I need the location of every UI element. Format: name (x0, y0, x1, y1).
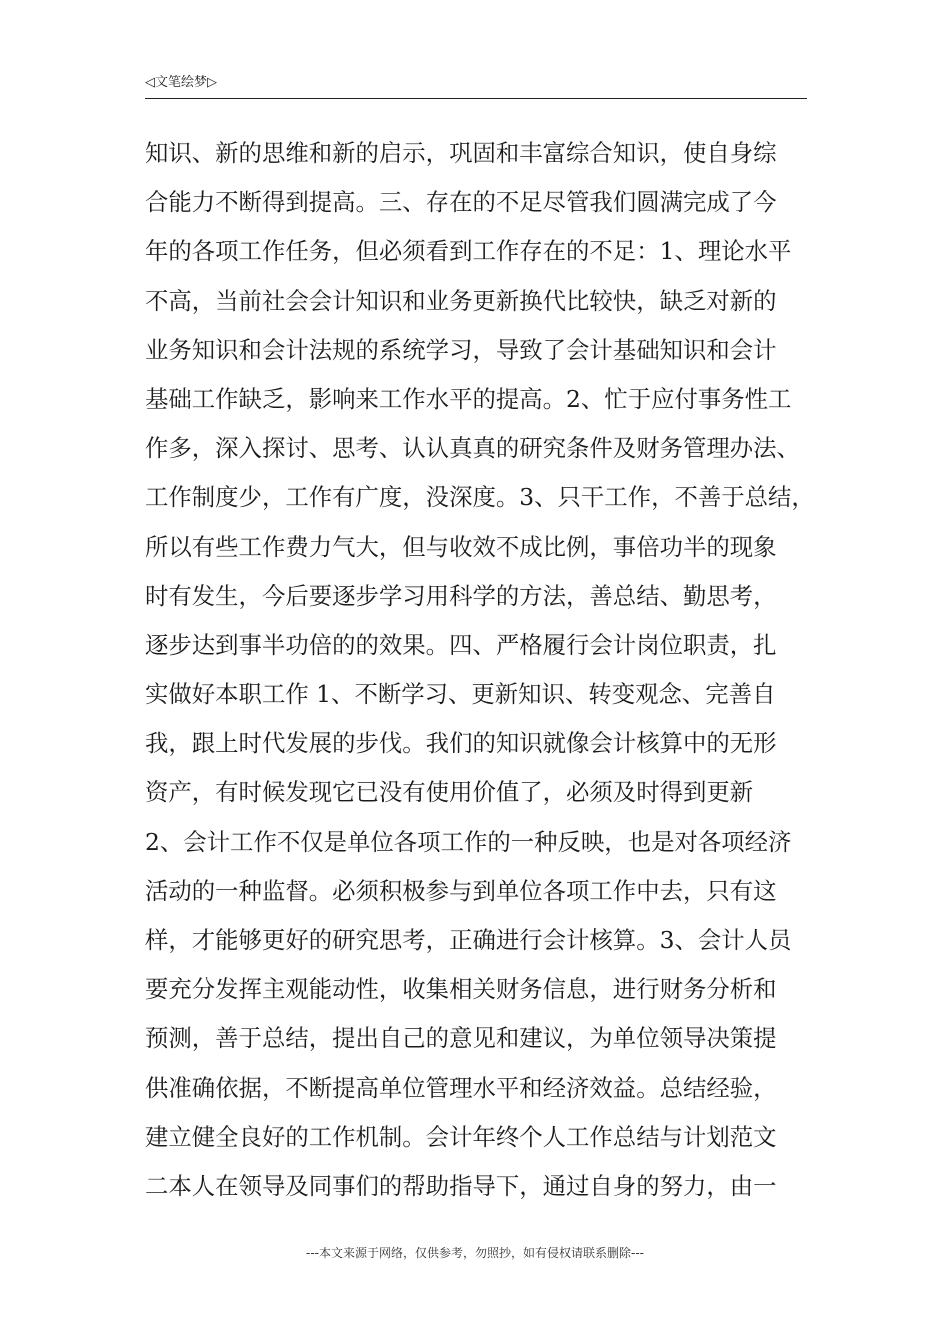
text-line: 知识、新的思维和新的启示，巩固和丰富综合知识，使自身综 (145, 139, 777, 167)
text-line: 2、会计工作不仅是单位各项工作的一种反映，也是对各项经济 (145, 827, 792, 856)
text-line: 业务知识和会计法规的系统学习，导致了会计基础知识和会计 (145, 335, 777, 364)
text-line: 时有发生，今后要逐步学习用科学的方法，善总结、勤思考， (145, 581, 777, 610)
text-line: 我，跟上时代发展的步伐。我们的知识就像会计核算中的无形 (145, 729, 777, 758)
text-line: 所以有些工作费力气大，但与收效不成比例，事倍功半的现象 (145, 532, 777, 561)
text-line: 样，才能够更好的研究思考，正确进行会计核算。3、会计人员 (145, 926, 792, 954)
text-line: 二本人在领导及同事们的帮助指导下，通过自身的努力，由一 (145, 1171, 777, 1200)
text-line: 基础工作缺乏，影响来工作水平的提高。2、忙于应付事务性工 (145, 384, 792, 413)
header-label: ◁文笔绘梦▷ (145, 75, 217, 90)
text-line: 作多，深入探讨、思考、认认真真的研究条件及财务管理办法、 (145, 434, 800, 463)
page-header (145, 72, 807, 99)
footer-notice: ---本文来源于网络，仅供参考，勿照抄，如有侵权请联系删除--- (306, 1246, 644, 1260)
text-line: 实做好本职工作 1、不断学习、更新知识、转变观念、完善自 (145, 680, 776, 709)
text-line: 年的各项工作任务，但必须看到工作存在的不足：1、理论水平 (145, 237, 792, 266)
text-line: 资产，有时候发现它已没有使用价值了，必须及时得到更新 (145, 778, 754, 807)
text-line: 逐步达到事半功倍的的效果。四、严格履行会计岗位职责，扎 (145, 630, 777, 659)
text-line: 不高，当前社会会计知识和业务更新换代比较快，缺乏对新的 (145, 286, 777, 315)
text-line: 要充分发挥主观能动性，收集相关财务信息，进行财务分析和 (145, 975, 777, 1004)
text-line: 合能力不断得到提高。三、存在的不足尽管我们圆满完成了今 (145, 188, 777, 217)
text-line: 活动的一种监督。必须积极参与到单位各项工作中去，只有这 (145, 876, 777, 905)
document-body (145, 129, 825, 1211)
text-line: 预测，善于总结，提出自己的意见和建议，为单位领导决策提 (145, 1024, 777, 1053)
text-line: 供准确依据，不断提高单位管理水平和经济效益。总结经验， (145, 1073, 777, 1102)
text-line: 建立健全良好的工作机制。会计年终个人工作总结与计划范文 (145, 1122, 777, 1151)
text-line: 工作制度少，工作有广度，没深度。3、只干工作，不善于总结， (145, 483, 815, 512)
